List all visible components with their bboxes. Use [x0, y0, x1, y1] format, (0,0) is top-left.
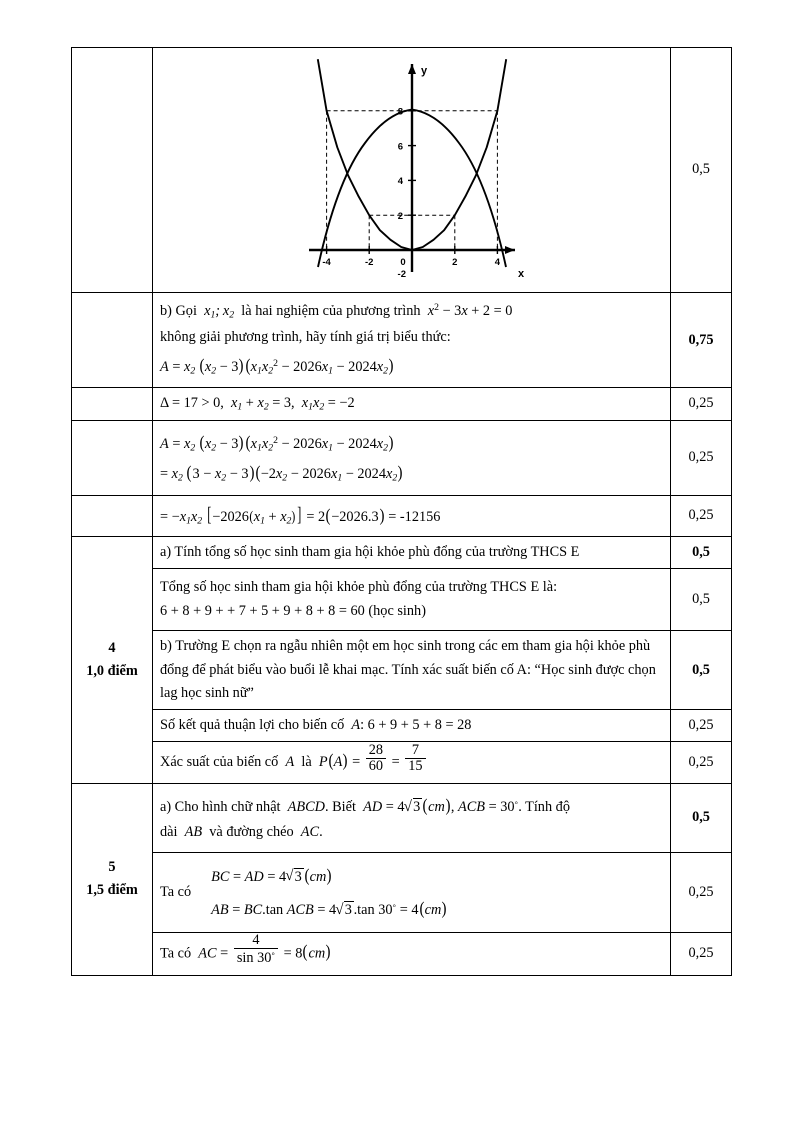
parabola-graph [287, 50, 537, 282]
score-cell: 0,5 [671, 48, 732, 293]
score-cell: 0,25 [671, 495, 732, 536]
score-cell: 0,5 [671, 569, 732, 631]
ac-value: 8 [295, 945, 303, 962]
equation-quadratic: $x^2 - 3x + 2 = 0$ [424, 302, 513, 319]
x-tick-4: 4 [494, 257, 500, 268]
equation-stack [197, 857, 663, 928]
question-4b-statement: b) Trường E chọn ra ngẫu nhiên một em học sinh trong các em tham gia hội khỏe phù đổng để phát biểu vào buổi lễ khai mạc. Tính xác suất biến cố A: “Học sinh được chọn lag học sinh nữ” [153, 631, 671, 709]
statement-line2-prefix: dài [160, 824, 178, 841]
y-tick-6: 6 [397, 141, 403, 153]
parabola-svg [287, 50, 537, 282]
equation-AB: AB = BC.tan ACB = 4 √ 3 .tan 30◦ = 4(cm) [197, 894, 663, 924]
question-points-5: 1,5 điểm [86, 882, 138, 899]
answer-4a-total [153, 569, 671, 631]
fraction-7-15 [405, 743, 425, 775]
answer-final-value: = $-x_1x_2$ $[-2026(x_1 + x_2)] = 2(-2026.3) = -12156$ [153, 495, 671, 536]
fraction-numerator: 4 [252, 931, 260, 948]
graph-cell [153, 48, 671, 293]
taco-row [160, 857, 663, 928]
table-row [72, 709, 732, 741]
final-result-value: -12156 [399, 508, 441, 525]
table-row [72, 932, 732, 975]
table-row [72, 852, 732, 932]
fraction-denominator: 60 [366, 758, 386, 774]
probability-label: Xác suất của biến cố [160, 754, 279, 771]
score-cell: 0,5 [671, 631, 732, 709]
question-5a-line-2: dài AB và đường chéo AC. [160, 824, 323, 841]
statement-prefix: a) Cho hình chữ nhật [160, 798, 281, 815]
score-cell: 0,25 [671, 388, 732, 420]
fraction-numerator: 28 [368, 741, 384, 758]
answer-expansion [153, 420, 671, 495]
table-row [72, 742, 732, 784]
question-number-4: 4 [108, 639, 116, 656]
x-tick-0: 0 [399, 257, 406, 268]
question-4a-statement: a) Tính tổng số học sinh tham gia hội khỏe phù đổng của trường THCS E [153, 536, 671, 568]
table-row [72, 495, 732, 536]
table-row [72, 293, 732, 388]
statement-middle: là hai nghiệm của phương trình [241, 303, 421, 319]
expansion-line-2: = $x_2$ $(3 - x_2 - 3)(-2x_2 - 2026x_1 - 2024x_2)$ [160, 462, 403, 485]
equation-BC: BC = AD = 4 √ 3 (cm) [197, 861, 663, 891]
x-tick-minus4: -4 [321, 257, 331, 268]
expression-A-definition: $A = x_2$ $(x_2 - 3)(x_1x_2^2 - 2026x_1 - 2024x_2)$ [160, 354, 394, 377]
answer-delta-vieta: Δ = 17 > 0, $x_1 + x_2 = 3$, $x_1x_2 = -2$ [153, 388, 671, 420]
y-tick-4: 4 [397, 176, 403, 188]
table-row [72, 388, 732, 420]
question-number-cell-4 [72, 536, 153, 783]
statement-prefix: b) Gọi [160, 303, 197, 319]
favorable-expression: : 6 + 9 + 5 + 8 = 28 [360, 716, 472, 733]
expansion-line-1: $A = x_2$ $(x_2 - 3)(x_1x_2^2 - 2026x_1 - 2024x_2)$ [160, 431, 394, 454]
statement-line-1 [160, 300, 663, 323]
root-x1: $x_1$; $x_2$ [200, 303, 235, 321]
taco-label: Ta có [160, 945, 192, 962]
fraction-4-sin30 [234, 933, 278, 967]
table-row [72, 536, 732, 568]
statement-line2-middle: và đường chéo [209, 824, 294, 841]
answer-5-solution-2: Ta có AC = $\frac{4}{\sin 30^◦}$ = 8(cm) [153, 932, 671, 975]
y-tick-8: 8 [397, 106, 403, 118]
table-row [72, 420, 732, 495]
question-5a-statement [153, 783, 671, 852]
unit-label: cm [308, 945, 326, 962]
x-tick-2: 2 [451, 257, 457, 268]
score-cell: 0,25 [671, 742, 732, 784]
statement-line-2: không giải phương trình, hãy tính giá trị biểu thức: [160, 329, 451, 346]
answer-5-solution-1 [153, 852, 671, 932]
question-number-5: 5 [108, 859, 116, 876]
statement-tail: . Tính độ [518, 798, 570, 815]
question-number-cell [72, 420, 153, 495]
x-tick-minus2: -2 [364, 257, 373, 268]
score-cell: 0,25 [671, 932, 732, 975]
question-5a-line-1: a) Cho hình chữ nhật ABCD. Biết AD = 4 √ 3 (cm), ACB = 30◦. Tính độ [160, 791, 663, 821]
question-number-cell [72, 388, 153, 420]
score-cell: 0,75 [671, 293, 732, 388]
answer-4b-probability: Xác suất của biến cố A là P(A) = $\frac{28}{60}$ = $\frac{7}{15}$ [153, 742, 671, 784]
fraction-28-60 [366, 743, 386, 775]
table-row [72, 569, 732, 631]
question-3b-statement [153, 293, 671, 388]
y-axis-label: y [420, 65, 427, 77]
answer-key-table [71, 47, 732, 976]
probability-mid: là [301, 754, 312, 771]
question-number-cell [72, 495, 153, 536]
score-cell: 0,25 [671, 420, 732, 495]
table-row [72, 783, 732, 852]
answer-4a-line-2: 6 + 8 + 9 + + 7 + 5 + 9 + 8 + 8 = 60 (học sinh) [160, 603, 426, 620]
question-number-cell-5 [72, 783, 153, 975]
answer-4b-favorable: Số kết quả thuận lợi cho biến cố A: 6 + 9 + 5 + 8 = 28 [153, 709, 671, 741]
question-number-cell [72, 48, 153, 293]
taco-label: Ta có [160, 883, 192, 900]
y-tick-2: 2 [397, 210, 403, 222]
statement-middle: . Biết [325, 798, 356, 815]
fraction-numerator: 7 [411, 741, 419, 758]
favorable-label: Số kết quả thuận lợi cho biến cố [160, 716, 345, 733]
score-cell: 0,25 [671, 709, 732, 741]
answer-4a-line-1: Tổng số học sinh tham gia hội khỏe phù đổng của trường THCS E là: [160, 579, 558, 596]
y-tick-minus2: -2 [397, 269, 406, 280]
fraction-denominator: sin 30◦ [234, 948, 278, 967]
table-row [72, 631, 732, 709]
score-cell: 0,5 [671, 783, 732, 852]
table-row [72, 48, 732, 293]
fraction-denominator: 15 [405, 758, 425, 774]
question-points-4: 1,0 điểm [86, 662, 138, 679]
x-axis-label: x [517, 268, 524, 280]
score-cell: 0,25 [671, 852, 732, 932]
question-number-cell [72, 293, 153, 388]
score-cell: 0,5 [671, 536, 732, 568]
